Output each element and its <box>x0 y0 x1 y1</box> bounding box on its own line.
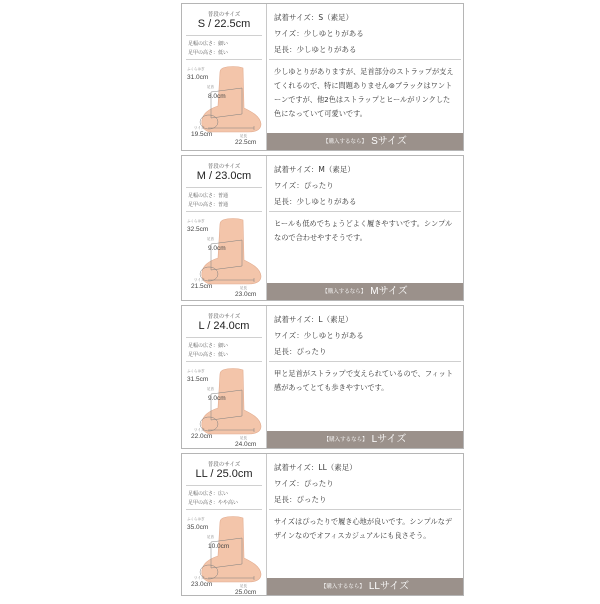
buy-size: Lサイズ <box>371 434 407 445</box>
calf-measurement: 35.0cm <box>187 524 209 531</box>
wise-label: ワイズ <box>194 428 205 432</box>
foot-width-attribute: 足幅の広さ：細い <box>188 343 229 349</box>
length-fit: 足長：少しゆとりがある <box>274 45 357 54</box>
length-measurement: 23.0cm <box>235 291 257 298</box>
wise-fit: ワイズ：ぴったり <box>274 181 334 190</box>
trial-size: 試着サイズ：M（素足） <box>274 165 355 174</box>
length-label: 足長 <box>240 134 247 138</box>
calf-measurement: 32.5cm <box>187 226 209 233</box>
buy-size-bar[interactable] <box>267 578 463 595</box>
foot-width-attribute: 足幅の広さ：広い <box>188 491 229 497</box>
divider <box>269 211 461 212</box>
divider <box>269 361 461 362</box>
instep-height-attribute: 足甲の高さ：やや高い <box>188 500 239 506</box>
length-label: 足長 <box>240 286 247 290</box>
wise-measurement: 21.5cm <box>191 283 213 290</box>
ankle-label: 足首 <box>207 237 214 241</box>
review-panel <box>267 454 463 595</box>
usual-size-value: S / 22.5cm <box>197 18 251 30</box>
length-label: 足長 <box>240 436 247 440</box>
length-measurement: 25.0cm <box>235 589 257 596</box>
size-card <box>181 305 464 449</box>
ankle-label: 足首 <box>207 387 214 391</box>
review-comment: サイズはぴったりで履き心地が良いです。シンプルなデザインなのでオフィスカジュアルにも良さそう。 <box>274 517 453 540</box>
size-card <box>181 453 464 596</box>
buy-prefix: 【購入するなら】 <box>323 139 368 145</box>
review-panel <box>267 156 463 300</box>
size-profile-panel <box>182 454 267 595</box>
length-fit: 足長：ぴったり <box>274 347 327 356</box>
wise-measurement: 22.0cm <box>191 433 213 440</box>
review-panel <box>267 4 463 150</box>
trial-size: 試着サイズ：L（素足） <box>274 315 353 324</box>
calf-label: ふくらはぎ <box>187 67 205 71</box>
ankle-label: 足首 <box>207 85 214 89</box>
ankle-measurement: 10.0cm <box>208 543 230 550</box>
buy-size: LLサイズ <box>368 581 410 592</box>
usual-size-value: LL / 25.0cm <box>195 468 253 480</box>
ankle-measurement: 8.0cm <box>208 93 226 100</box>
calf-label: ふくらはぎ <box>187 517 205 521</box>
wise-fit: ワイズ：ぴったり <box>274 479 334 488</box>
trial-size: 試着サイズ：S（素足） <box>274 13 354 22</box>
length-fit: 足長：少しゆとりがある <box>274 197 357 206</box>
usual-size-value: L / 24.0cm <box>198 320 250 332</box>
ankle-measurement: 9.0cm <box>208 395 226 402</box>
size-profile-panel <box>182 4 267 150</box>
trial-size: 試着サイズ：LL（素足） <box>274 463 357 472</box>
instep-height-attribute: 足甲の高さ：低い <box>188 50 229 56</box>
review-comment: 少しゆとりがありますが、足首部分のストラップが支えてくれるので、特に問題ありません⊚ブラックはワントーンですが、他2色はストラップとヒールがリンクした色になっていて可愛いです。 <box>274 67 454 118</box>
usual-size-label: 普段のサイズ <box>207 12 241 18</box>
calf-label: ふくらはぎ <box>187 369 205 373</box>
size-profile-panel <box>182 306 267 448</box>
divider <box>269 59 461 60</box>
size-card <box>181 155 464 301</box>
wise-measurement: 23.0cm <box>191 581 213 588</box>
ankle-measurement: 9.0cm <box>208 245 226 252</box>
foot-width-attribute: 足幅の広さ：細い <box>188 41 229 47</box>
buy-prefix: 【購入するなら】 <box>322 289 367 295</box>
wise-label: ワイズ <box>194 126 205 130</box>
wise-measurement: 19.5cm <box>191 131 213 138</box>
length-fit: 足長：ぴったり <box>274 495 327 504</box>
ankle-label: 足首 <box>207 535 214 539</box>
buy-size-bar[interactable] <box>267 431 463 448</box>
foot-width-attribute: 足幅の広さ：普通 <box>188 193 229 199</box>
wise-label: ワイズ <box>194 576 205 580</box>
size-profile-panel <box>182 156 267 300</box>
wise-fit: ワイズ：少しゆとりがある <box>274 331 364 340</box>
length-label: 足長 <box>240 584 247 588</box>
calf-measurement: 31.5cm <box>187 376 209 383</box>
review-panel <box>267 306 463 448</box>
size-card <box>181 3 464 151</box>
buy-size-bar[interactable] <box>267 283 463 300</box>
buy-size: Sサイズ <box>371 136 407 147</box>
review-comment: ヒールも低めでちょうどよく履きやすいです。シンプルなので合わせやすそうです。 <box>274 219 453 242</box>
usual-size-label: 普段のサイズ <box>207 164 241 170</box>
instep-height-attribute: 足甲の高さ：低い <box>188 352 229 358</box>
usual-size-label: 普段のサイズ <box>207 314 241 320</box>
usual-size-label: 普段のサイズ <box>207 462 241 468</box>
review-comment: 甲と足首がストラップで支えられているので、フィット感があってとても歩きやすいです。 <box>274 369 454 392</box>
length-measurement: 22.5cm <box>235 139 257 146</box>
length-measurement: 24.0cm <box>235 441 257 448</box>
wise-label: ワイズ <box>194 278 205 282</box>
calf-measurement: 31.0cm <box>187 74 209 81</box>
buy-size: Mサイズ <box>370 286 408 297</box>
buy-prefix: 【購入するなら】 <box>323 437 368 443</box>
buy-prefix: 【購入するなら】 <box>320 584 365 590</box>
instep-height-attribute: 足甲の高さ：普通 <box>188 202 229 208</box>
usual-size-value: M / 23.0cm <box>196 170 252 182</box>
divider <box>269 509 461 510</box>
buy-size-bar[interactable] <box>267 133 463 150</box>
wise-fit: ワイズ：少しゆとりがある <box>274 29 364 38</box>
calf-label: ふくらはぎ <box>187 219 205 223</box>
